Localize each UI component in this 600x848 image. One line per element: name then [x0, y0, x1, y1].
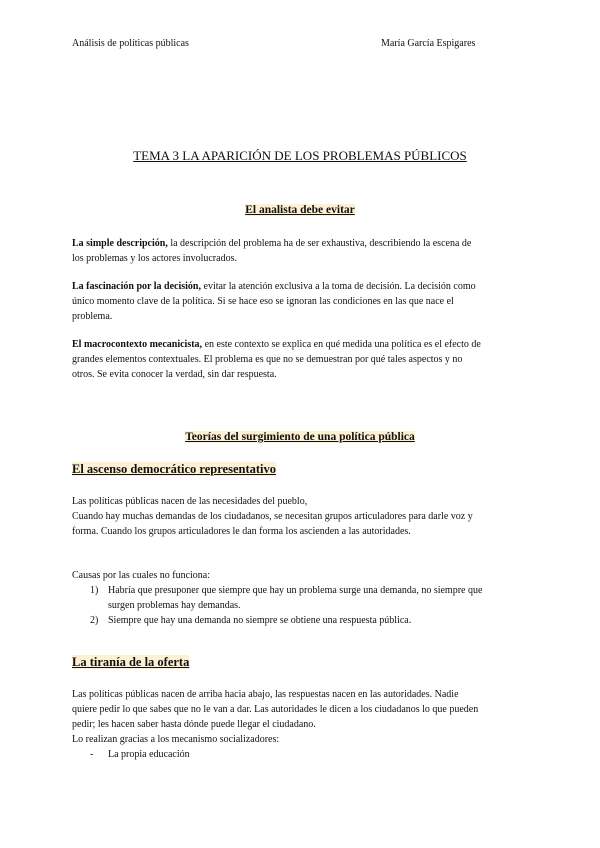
paragraph-simple-description	[72, 236, 530, 266]
list-item	[72, 583, 530, 613]
header-author: María García Espigares	[381, 38, 476, 49]
paragraph-line: otros. Se evita conocer la verdad, sin dar respuesta.	[72, 369, 277, 380]
list-item	[72, 613, 530, 628]
paragraph-text: la descripción del problema ha de ser exhaustiva, describiendo la escena de	[167, 238, 472, 249]
paragraph-line: forma. Cuando los grupos articuladores le dan forma los ascienden a las autoridades.	[72, 526, 411, 537]
causes-intro: Causas por las cuales no funciona:	[72, 570, 211, 581]
paragraph-line: Las políticas públicas nacen de las necesidades del pueblo,	[72, 496, 308, 507]
paragraph-line: pedir; les hacen saber hasta dónde puede llegar el ciudadano.	[72, 719, 316, 730]
list-item-text: Siempre que hay una demanda no siempre se obtiene una respuesta pública.	[108, 615, 412, 626]
paragraph-line	[72, 236, 530, 251]
list-number: 1)	[90, 585, 99, 596]
paragraph-line: problema.	[72, 311, 113, 322]
section-heading-theories-text: Teorías del surgimiento de una política pública	[185, 431, 415, 443]
paragraph-line	[72, 337, 530, 352]
header-course-title: Análisis de políticas públicas	[72, 38, 189, 49]
bold-term: La fascinación por la decisión,	[72, 281, 201, 292]
paragraph-line: quiere pedir lo que sabes que no le van a dar. Las autoridades le dicen a los ciudadanos lo que pueden	[72, 704, 479, 715]
paragraph-text: evitar la atención exclusiva a la toma de decisión. La decisión como	[201, 281, 476, 292]
paragraph-line: grandes elementos contextuales. El problema es que no se demuestran por qué tales aspectos y no	[72, 354, 463, 365]
subsection-heading-democratic	[72, 462, 276, 477]
list-item-text: La propia educación	[108, 749, 190, 760]
paragraph-decision-fascination	[72, 279, 530, 324]
list-number: 2)	[90, 615, 99, 626]
causes-list	[72, 583, 530, 628]
paragraph-text: en este contexto se explica en qué medida una política es el efecto de	[202, 339, 481, 350]
section-heading-theories	[0, 431, 600, 443]
paragraph-line: Lo realizan gracias a los mecanismo socializadores:	[72, 734, 280, 745]
socializing-mechanisms-list	[72, 747, 530, 762]
paragraph-line: único momento clave de la política. Si se hace eso se ignoran las condiciones en las que nace el	[72, 296, 454, 307]
list-item-text: surgen problemas hay demandas.	[108, 600, 241, 611]
paragraph-democratic-ascent	[72, 494, 530, 539]
subsection-heading-supply-tyranny	[72, 655, 189, 670]
subsection-heading-democratic-text: El ascenso democrático representativo	[72, 462, 277, 476]
paragraph-line: los problemas y los actores involucrados.	[72, 253, 237, 264]
paragraph-line: Cuando hay muchas demandas de los ciudadanos, se necesitan grupos articuladores para darle voz y	[72, 511, 473, 522]
paragraph-supply-tyranny	[72, 687, 530, 747]
paragraph-line: Las políticas públicas nacen de arriba hacia abajo, las respuestas nacen en las autoridades. Nadie	[72, 689, 459, 700]
section-heading-analyst-text: El analista debe evitar	[245, 204, 355, 216]
paragraph-line	[72, 279, 530, 294]
bullet-dash: -	[90, 749, 94, 760]
section-heading-analyst	[0, 204, 600, 216]
document-title: TEMA 3 LA APARICIÓN DE LOS PROBLEMAS PÚBLICOS	[133, 148, 467, 163]
paragraph-macrocontext	[72, 337, 530, 382]
bold-term: El macrocontexto mecanicista,	[72, 339, 203, 350]
list-item-text: Habría que presuponer que siempre que hay un problema surge una demanda, no siempre que	[108, 585, 483, 596]
list-item	[72, 747, 530, 762]
bold-term: La simple descripción,	[72, 238, 168, 249]
subsection-heading-supply-tyranny-text: La tiranía de la oferta	[72, 655, 190, 669]
